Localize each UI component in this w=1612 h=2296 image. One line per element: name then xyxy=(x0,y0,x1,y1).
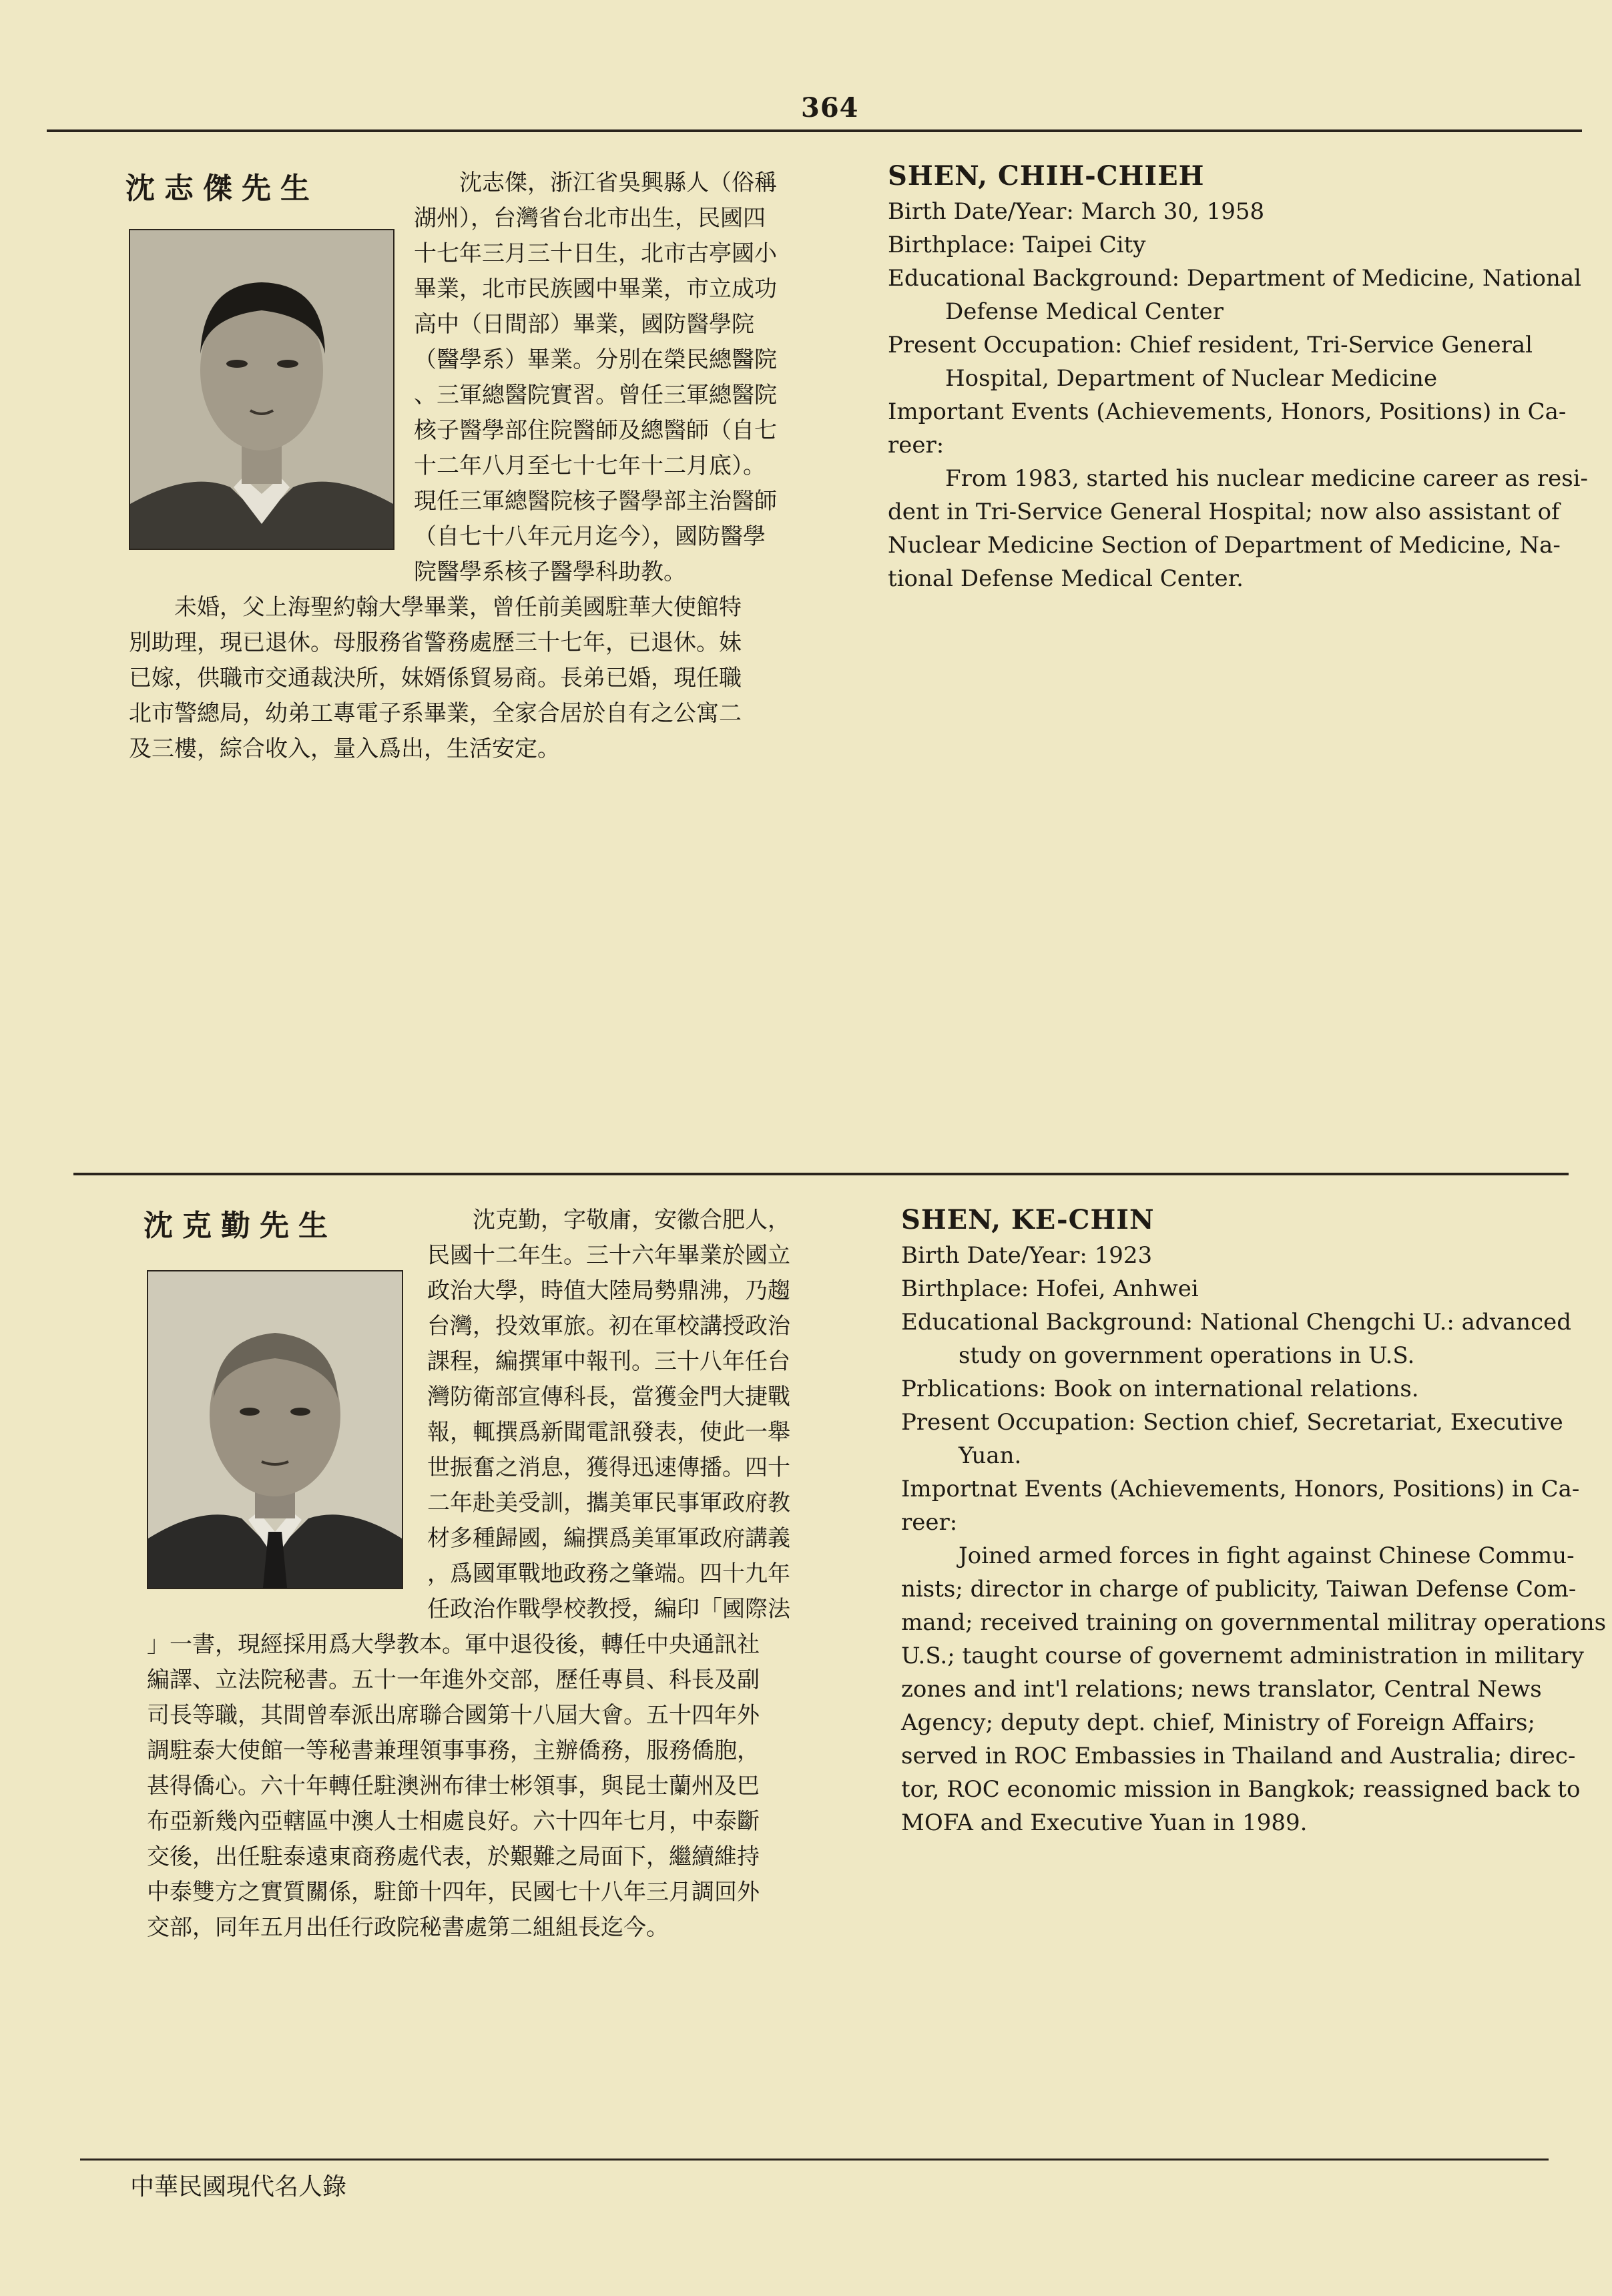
text-line: 世振奮之消息，獲得迅速傳播。四十 xyxy=(427,1454,790,1481)
text-line: 」一書，現經採用爲大學教本。軍中退役後，轉任中央通訊社 xyxy=(147,1631,760,1658)
career-line: From 1983, started his nuclear medicine career as resi- xyxy=(945,465,1589,492)
birth-date: Birth Date/Year: 1923 xyxy=(901,1242,1153,1269)
entry-1-chinese-name: 沈志傑先生 xyxy=(125,172,319,206)
text-line: 未婚，父上海聖約翰大學畢業，曾任前美國駐華大使館特 xyxy=(174,594,742,621)
text-line: 現任三軍總醫院核子醫學部主治醫師 xyxy=(414,488,777,515)
text-line: 任政治作戰學校教授，編印「國際法 xyxy=(427,1596,790,1623)
entry-2-chinese-bio-top xyxy=(427,1203,790,1627)
career-line: zones and int'l relations; news translator, Central News xyxy=(901,1676,1542,1703)
text-line: 十七年三月三十日生，北市古亭國小 xyxy=(414,240,777,267)
text-line: 材多種歸國，編撰爲美軍軍政府講義 xyxy=(427,1525,790,1552)
text-line: 編譯、立法院秘書。五十一年進外交部，歷任專員、科長及副 xyxy=(147,1667,760,1693)
text-line: 、三軍總醫院實習。曾任三軍總醫院 xyxy=(414,382,777,408)
text-line: 台灣，投效軍旅。初在軍校講授政治 xyxy=(427,1313,790,1340)
text-line: 課程，編撰軍中報刊。三十八年任台 xyxy=(427,1348,790,1375)
text-line: 交後，出任駐泰遠東商務處代表，於艱難之局面下，繼續維持 xyxy=(147,1843,760,1870)
career-line: Agency; deputy dept. chief, Ministry of Foreign Affairs; xyxy=(901,1709,1535,1736)
text-line: 及三樓，綜合收入，量入爲出，生活安定。 xyxy=(129,736,560,762)
career-line: dent in Tri-Service General Hospital; now also assistant of xyxy=(888,499,1560,525)
text-line: 灣防衛部宣傳科長，當獲金門大捷戰 xyxy=(427,1384,790,1410)
career-line: U.S.; taught course of governemt administration in military xyxy=(901,1643,1585,1669)
text-line: 政治大學，時值大陸局勢鼎沸，乃趨 xyxy=(427,1277,790,1304)
career-line: Nuclear Medicine Section of Department of Medicine, Na- xyxy=(888,532,1561,559)
entry-1-english-name: SHEN, CHIH-CHIEH xyxy=(888,160,1205,192)
text-line: 二年赴美受訓，攜美軍民事軍政府教 xyxy=(427,1490,790,1516)
text-line: 已嫁，供職市交通裁決所，妹婿係貿易商。長弟已婚，現任職 xyxy=(129,665,742,691)
text-line: 司長等職，其間曾奉派出席聯合國第十八屆大會。五十四年外 xyxy=(147,1702,760,1729)
occupation-line-2: Hospital, Department of Nuclear Medicine xyxy=(945,365,1438,392)
text-line: 沈志傑，浙江省吳興縣人（俗稱 xyxy=(459,170,777,196)
text-line: （醫學系）畢業。分別在榮民總醫院 xyxy=(414,346,777,373)
text-line: 沈克勤，字敬庸，安徽合肥人， xyxy=(473,1207,790,1233)
birthplace: Birthplace: Taipei City xyxy=(888,232,1146,258)
entry-2-english-bio xyxy=(901,1201,1607,1839)
entry-2-chinese-bio-bottom xyxy=(147,1627,760,1946)
entry-1-chinese-bio-bottom xyxy=(129,590,742,767)
publications: Prblications: Book on international relations. xyxy=(901,1376,1419,1402)
text-line: ，爲國軍戰地政務之肇端。四十九年 xyxy=(427,1560,790,1587)
text-line: 別助理，現已退休。母服務省警務處歷三十七年，已退休。妹 xyxy=(129,629,742,656)
education-line-2: Defense Medical Center xyxy=(945,298,1224,325)
career-line: served in ROC Embassies in Thailand and Australia; direc- xyxy=(901,1743,1576,1769)
career-line: Joined armed forces in fight against Chinese Commu- xyxy=(959,1542,1575,1569)
education-line-1: Educational Background: National Chengchi U.: advanced xyxy=(901,1309,1571,1336)
text-line: 湖州），台灣省台北市出生，民國四 xyxy=(414,205,766,232)
career-line: tor, ROC economic mission in Bangkok; reassigned back to xyxy=(901,1776,1581,1803)
text-line: 高中（日間部）畢業，國防醫學院 xyxy=(414,311,754,338)
middle-rule xyxy=(73,1173,1569,1175)
page-number: 364 xyxy=(801,92,859,123)
birth-date: Birth Date/Year: March 30, 1958 xyxy=(888,198,1265,225)
entry-1-chinese-bio-top xyxy=(414,166,777,590)
career-line: tional Defense Medical Center. xyxy=(888,565,1244,592)
text-line: 交部，同年五月出任行政院秘書處第二組組長迄今。 xyxy=(147,1914,669,1941)
entry-2-portrait-photo xyxy=(147,1270,403,1589)
text-line: 甚得僑心。六十年轉任駐澳洲布律士彬領事，與昆士蘭州及巴 xyxy=(147,1773,760,1799)
entry-2-chinese-name: 沈克勤先生 xyxy=(144,1209,337,1243)
events-heading-2: reer: xyxy=(888,432,945,459)
text-line: 北市警總局，幼弟工專電子系畢業，全家合居於自有之公寓二 xyxy=(129,700,742,727)
footer-book-title: 中華民國現代名人錄 xyxy=(130,2173,347,2201)
education-line-2: study on government operations in U.S. xyxy=(959,1342,1415,1369)
entry-1-portrait-photo xyxy=(129,229,394,550)
top-rule xyxy=(47,129,1582,132)
events-heading-2: reer: xyxy=(901,1509,958,1536)
bottom-rule xyxy=(80,2159,1549,2161)
career-line: nists; director in charge of publicity, Taiwan Defense Com- xyxy=(901,1576,1577,1603)
career-line: mand; received training on governmental militray operations xyxy=(901,1609,1607,1636)
text-line: 民國十二年生。三十六年畢業於國立 xyxy=(427,1242,790,1269)
education-line-1: Educational Background: Department of Medicine, National xyxy=(888,265,1581,292)
events-heading-1: Importnat Events (Achievements, Honors, Positions) in Ca- xyxy=(901,1476,1580,1502)
text-line: 布亞新幾內亞轄區中澳人士相處良好。六十四年七月，中泰斷 xyxy=(147,1808,760,1835)
occupation-line-2: Yuan. xyxy=(959,1442,1022,1469)
entry-1-english-bio xyxy=(888,158,1589,595)
text-line: 核子醫學部住院醫師及總醫師（自七 xyxy=(414,417,777,444)
birthplace: Birthplace: Hofei, Anhwei xyxy=(901,1275,1199,1302)
text-line: 報，輒撰爲新聞電訊發表，使此一舉 xyxy=(427,1419,790,1446)
text-line: 畢業，北市民族國中畢業，市立成功 xyxy=(414,276,777,302)
text-line: （自七十八年元月迄今），國防醫學 xyxy=(414,523,766,550)
events-heading-1: Important Events (Achievements, Honors, Positions) in Ca- xyxy=(888,398,1567,425)
occupation-line-1: Present Occupation: Section chief, Secretariat, Executive xyxy=(901,1409,1563,1436)
entry-2-english-name: SHEN, KE-CHIN xyxy=(901,1204,1155,1235)
text-line: 院醫學系核子醫學科助教。 xyxy=(414,559,686,585)
text-line: 十二年八月至七十七年十二月底）。 xyxy=(414,453,766,479)
text-line: 調駐泰大使館一等秘書兼理領事事務，主辦僑務，服務僑胞， xyxy=(147,1737,760,1764)
text-line: 中泰雙方之實質關係，駐節十四年，民國七十八年三月調回外 xyxy=(147,1879,760,1906)
career-line: MOFA and Executive Yuan in 1989. xyxy=(901,1809,1308,1836)
occupation-line-1: Present Occupation: Chief resident, Tri-Service General xyxy=(888,332,1533,358)
